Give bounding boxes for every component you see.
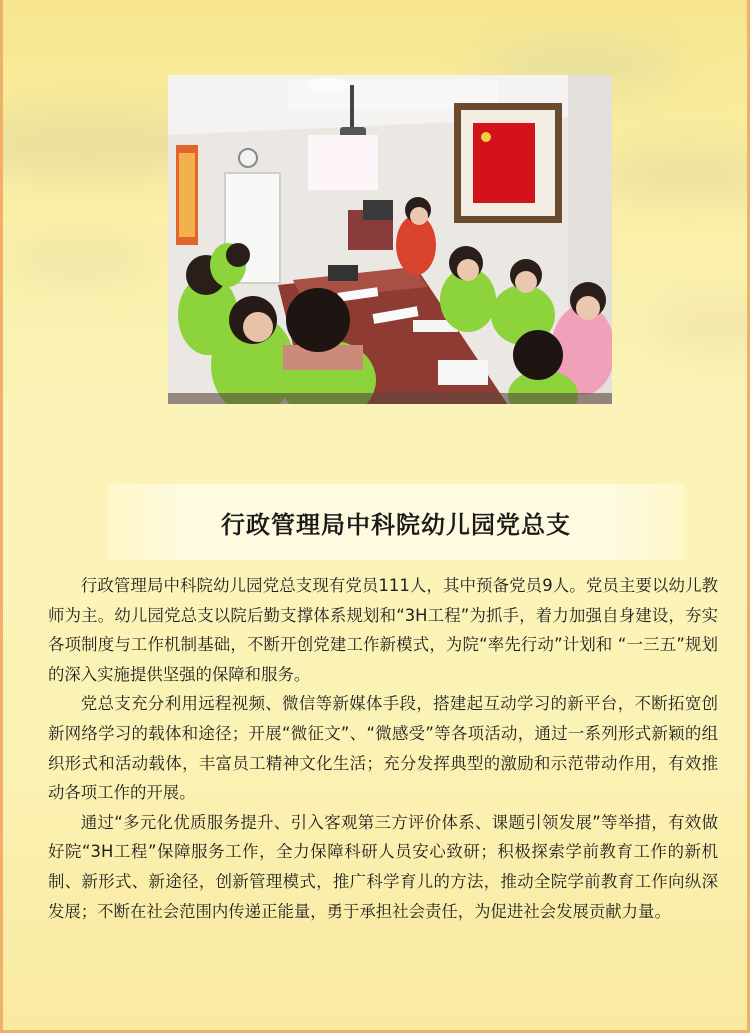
meeting-room-photo-icon	[168, 75, 612, 404]
body-text	[48, 571, 718, 926]
paragraph: 行政管理局中科院幼儿园党总支现有党员111人，其中预备党员9人。党员主要以幼儿教师为主。幼儿园党总支以院后勤支撑体系规划和“3H工程”为抓手，着力加强自身建设，夯实各项制度与工作机制基础，不断开创党建工作新模式，为院“率先行动”计划和 “一三五”规划的深入实施提供坚强的保障和服务。	[48, 576, 718, 684]
title-band	[108, 484, 684, 560]
page-title: 行政管理局中科院幼儿园党总支	[221, 510, 571, 539]
paragraph: 党总支充分利用远程视频、微信等新媒体手段，搭建起互动学习的新平台，不断拓宽创新网络学习的载体和途径；开展“微征文”、“微感受”等各项活动，通过一系列形式新颖的组织形式和活动载体，丰富员工精神文化生活；充分发挥典型的激励和示范带动作用，有效推动各项工作的开展。	[48, 694, 718, 803]
paragraph: 通过“多元化优质服务提升、引入客观第三方评价体系、课题引领发展”等举措，有效做好院“3H工程”保障服务工作，全力保障科研人员安心致研；积极探索学前教育工作的新机制、新形式、新途径，创新管理模式，推广科学育儿的方法，推动全院学前教育工作向纵深发展；不断在社会范围内传递正能量，勇于承担社会责任，为促进社会发展贡献力量。	[48, 812, 718, 921]
meeting-photo	[168, 75, 612, 404]
